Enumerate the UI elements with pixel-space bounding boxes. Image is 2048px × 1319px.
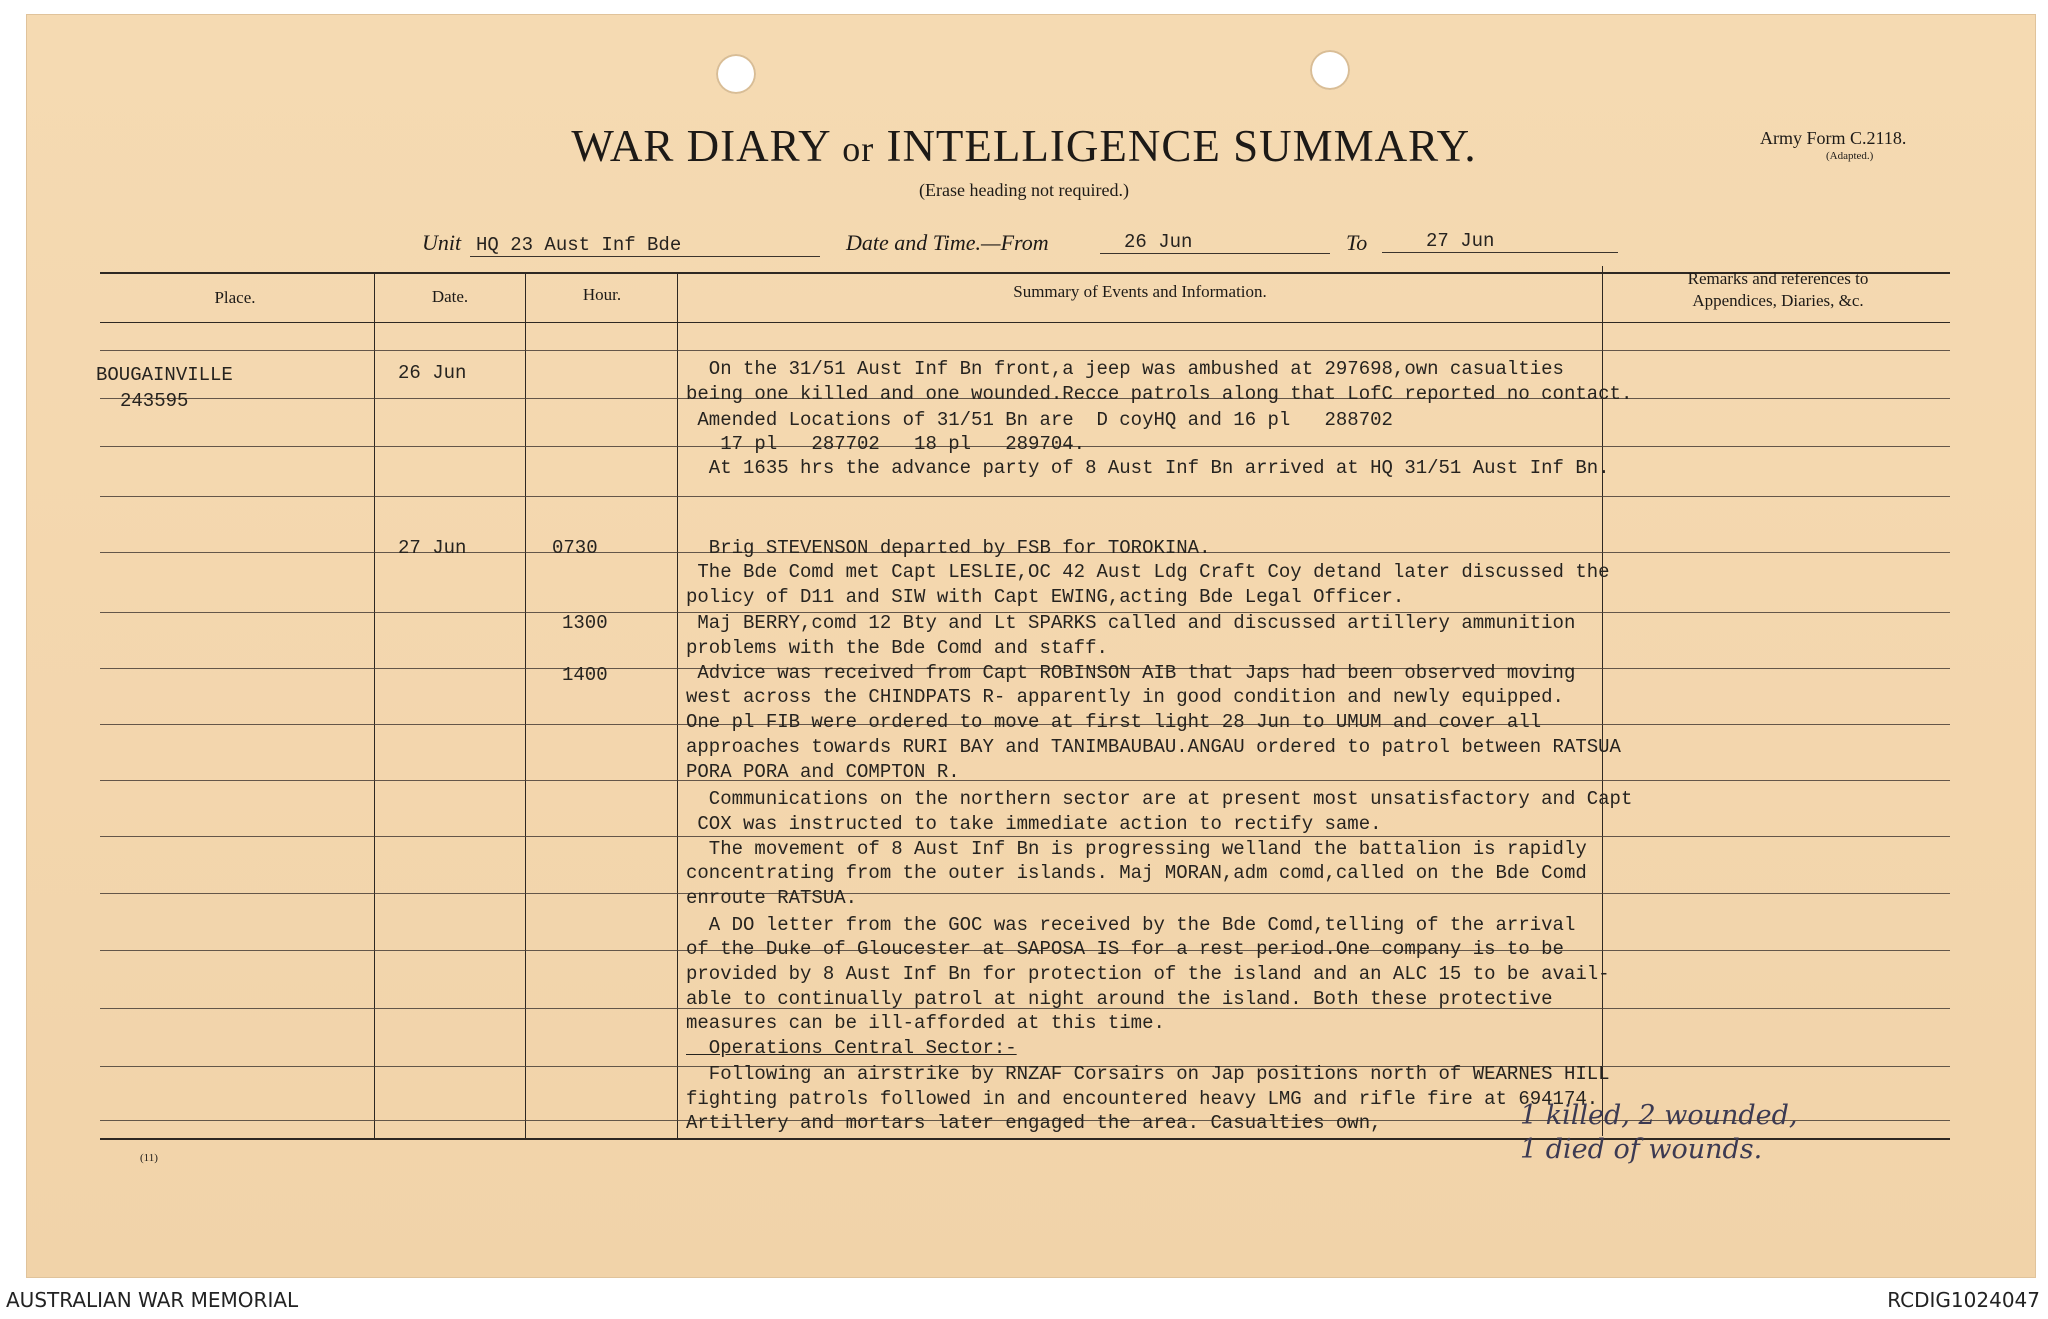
summary-line: 17 pl 287702 18 pl 289704. — [686, 433, 1086, 455]
unit-underline — [470, 256, 820, 257]
col-header-date: Date. — [431, 287, 469, 306]
army-form-adapted: (Adapted.) — [1826, 150, 1874, 162]
summary-line: able to continually patrol at night around the island. Both these protective — [686, 988, 1553, 1010]
summary-line: The movement of 8 Aust Inf Bn is progressing welland the battalion is rapidly — [686, 838, 1587, 860]
summary-line: Amended Locations of 31/51 Bn are D coyHQ and 16 pl 288702 — [686, 409, 1393, 431]
summary-line: measures can be ill-afforded at this time. — [686, 1012, 1165, 1034]
footer-bar — [0, 1282, 2048, 1319]
summary-line: Maj BERRY,comd 12 Bty and Lt SPARKS called and discussed artillery ammunition — [686, 612, 1576, 634]
row-rule — [100, 836, 1950, 837]
hour-entry-1300: 1300 — [562, 612, 608, 634]
form-subtitle: (Erase heading not required.) — [919, 180, 1129, 200]
col-header-summary: Summary of Events and Information. — [1013, 282, 1267, 301]
summary-line: Artillery and mortars later engaged the area. Casualties own, — [686, 1112, 1382, 1134]
from-underline — [1100, 253, 1330, 254]
date-entry-2: 27 Jun — [398, 537, 467, 559]
summary-line: being one killed and one wounded.Recce patrols along that LofC reported no contact. — [686, 383, 1633, 405]
summary-line: One pl FIB were ordered to move at first light 28 Jun to UMUM and cover all — [686, 711, 1542, 733]
date-time-from-label: Date and Time.—From — [846, 230, 1049, 255]
summary-line: approaches towards RURI BAY and TANIMBAUBAU.ANGAU ordered to patrol between RATSUA — [686, 736, 1621, 758]
summary-line: Brig STEVENSON departed by FSB for TOROKINA. — [686, 537, 1211, 559]
title-war-diary: WAR DIARY — [571, 121, 830, 171]
row-rule — [100, 350, 1950, 351]
to-date-value: 27 Jun — [1426, 230, 1495, 252]
summary-line: COX was instructed to take immediate action to rectify same. — [686, 813, 1382, 835]
form-title — [0, 120, 2048, 172]
summary-line: policy of D11 and SIW with Capt EWING,acting Bde Legal Officer. — [686, 586, 1405, 608]
summary-line: A DO letter from the GOC was received by the Bde Comd,telling of the arrival — [686, 914, 1576, 936]
col-header-place: Place. — [214, 288, 256, 307]
hour-entry-0730: 0730 — [552, 537, 598, 559]
row-rule — [100, 780, 1950, 781]
summary-line: PORA PORA and COMPTON R. — [686, 761, 960, 783]
summary-line: of the Duke of Gloucester at SAPOSA IS for a rest period.One company is to be — [686, 938, 1564, 960]
form-number-mark: (11) — [140, 1152, 158, 1164]
row-rule — [100, 496, 1950, 497]
header-underline — [100, 322, 1950, 323]
summary-line: On the 31/51 Aust Inf Bn front,a jeep was ambushed at 297698,own casualties — [686, 358, 1564, 380]
unit-value: HQ 23 Aust Inf Bde — [476, 234, 682, 256]
unit-label: Unit — [422, 230, 462, 255]
summary-line: Advice was received from Capt ROBINSON AIB that Japs had been observed moving — [686, 662, 1576, 684]
summary-line: Following an airstrike by RNZAF Corsairs on Jap positions north of WEARNES HILL — [686, 1063, 1610, 1085]
punch-hole-left — [716, 54, 756, 94]
title-intelligence-summary: INTELLIGENCE SUMMARY. — [886, 121, 1477, 171]
footer-institution: AUSTRALIAN WAR MEMORIAL — [6, 1288, 299, 1312]
summary-line: enroute RATSUA. — [686, 887, 858, 909]
col-header-remarks — [1608, 268, 1948, 312]
handwritten-casualties-2: 1 died of wounds. — [1520, 1134, 1763, 1165]
to-underline — [1382, 252, 1618, 253]
date-entry-1: 26 Jun — [398, 362, 467, 384]
summary-line: At 1635 hrs the advance party of 8 Aust Inf Bn arrived at HQ 31/51 Aust Inf Bn. — [686, 457, 1610, 479]
summary-line: provided by 8 Aust Inf Bn for protection of the island and an ALC 15 to be avail- — [686, 963, 1610, 985]
punch-hole-right — [1310, 50, 1350, 90]
handwritten-casualties-1: 1 killed, 2 wounded, — [1520, 1100, 1798, 1131]
summary-line: problems with the Bde Comd and staff. — [686, 637, 1108, 659]
from-date-value: 26 Jun — [1124, 231, 1193, 253]
army-form-number: Army Form C.2118. — [1760, 128, 1907, 148]
summary-line: west across the CHINDPATS R- apparently in good condition and newly equipped. — [686, 686, 1564, 708]
to-label: To — [1346, 230, 1368, 255]
summary-line: concentrating from the outer islands. Maj MORAN,adm comd,called on the Bde Comd — [686, 862, 1587, 884]
row-rule — [100, 893, 1950, 894]
remarks-header-line-1: Remarks and references to — [1687, 269, 1869, 288]
place-entry-name: BOUGAINVILLE — [96, 364, 233, 386]
footer-record-id: RCDIG1024047 — [1887, 1288, 2040, 1312]
summary-line-heading: Operations Central Sector:- — [686, 1037, 1017, 1059]
title-or: or — [842, 129, 875, 169]
summary-line: Communications on the northern sector are at present most unsatisfactory and Capt — [686, 788, 1633, 810]
place-entry-grid: 243595 — [120, 390, 189, 412]
summary-line: The Bde Comd met Capt LESLIE,OC 42 Aust Ldg Craft Coy detand later discussed the — [686, 561, 1610, 583]
remarks-header-line-2: Appendices, Diaries, &c. — [1692, 291, 1864, 310]
hour-entry-1400: 1400 — [562, 664, 608, 686]
col-header-hour: Hour. — [582, 285, 622, 304]
summary-line: fighting patrols followed in and encountered heavy LMG and rifle fire at 694174. — [686, 1088, 1599, 1110]
